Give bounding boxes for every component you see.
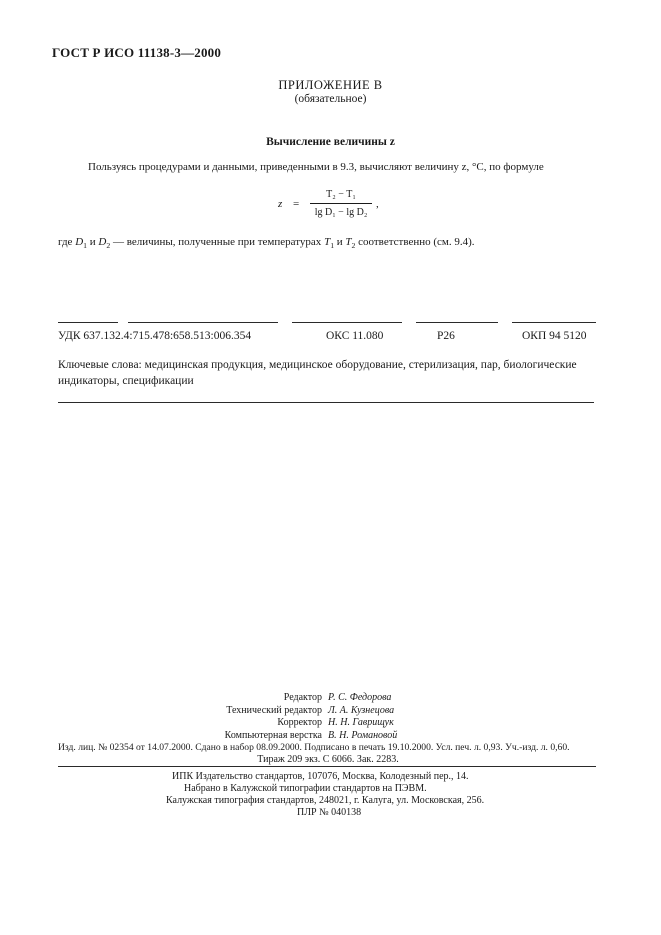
oks-code: ОКС 11.080 [326, 330, 384, 342]
keywords: Ключевые слова: медицинская продукция, медицинское оборудование, стерилизация, пар, биологические индикаторы, спецификации [58, 359, 577, 387]
where-explanation [58, 236, 475, 250]
printing-line-4: ПЛР № 040138 [297, 807, 362, 818]
where-text-3: соответственно (см. 9.4). [355, 236, 475, 248]
credit-role: Корректор [277, 717, 322, 728]
credit-name: В. Н. Романовой [328, 729, 398, 741]
where-text-2: — величины, полученные при температурах [110, 236, 325, 248]
formula-lhs: z [278, 198, 283, 210]
credit-role: Технический редактор [226, 704, 322, 716]
credit-name: Р. С. Федорова [328, 692, 392, 703]
section-paragraph: Пользуясь процедурами и данными, приведенными в 9.3, вычисляют величину z, °С, по формуле [88, 161, 544, 173]
printing-line-3: Калужская типография стандартов, 248021, г. Калуга, ул. Московская, 256. [166, 795, 485, 806]
formula-numerator: T₂ − T₁ [326, 189, 356, 200]
okp-code: ОКП 94 5120 [522, 330, 587, 342]
symbol-t1: $T_1$ [324, 236, 335, 251]
credit-role: Редактор [283, 692, 322, 703]
separator-segment-5 [512, 322, 596, 323]
separator-segment-3 [292, 322, 402, 323]
formula-denominator: lg D₁ − lg D₂ [314, 207, 368, 218]
fraction-bar [310, 203, 372, 204]
formula-trailing-comma: , [376, 198, 379, 210]
separator-segment-2 [128, 322, 278, 323]
publication-info [58, 742, 598, 766]
section-title: Вычисление величины z [266, 136, 395, 148]
appendix-subtitle: (обязательное) [294, 93, 367, 105]
separator-segment-1 [58, 322, 118, 323]
publication-line-2: Тираж 209 экз. С 6066. Зак. 2283. [257, 754, 399, 765]
credit-tech-editor [0, 704, 395, 718]
credit-proofreader [0, 717, 394, 730]
symbol-d1: $D_1$ [75, 236, 87, 251]
publication-line-1: Изд. лиц. № 02354 от 14.07.2000. Сдано в набор 08.09.2000. Подписано в печать 19.10.2000. Усл. печ. л. 0,93. Уч.-изд. л. 0,60. [58, 742, 570, 753]
appendix-title: ПРИЛОЖЕНИЕ В [278, 78, 383, 92]
printing-info [150, 771, 484, 819]
keywords-underline [58, 402, 594, 403]
credit-name: Л. А. Кузнецова [328, 704, 395, 716]
where-text-1: где [58, 236, 76, 248]
credit-layout [0, 729, 398, 743]
formula-fraction [310, 188, 372, 220]
udc-code: УДК 637.132.4:715.478:658.513:006.354 [58, 330, 252, 342]
credits-block [0, 692, 398, 742]
printing-line-2: Набрано в Калужской типографии стандартов на ПЭВМ. [184, 783, 427, 794]
publication-rule [58, 766, 596, 767]
printing-line-1: ИПК Издательство стандартов, 107076, Москва, Колодезный пер., 14. [172, 771, 469, 782]
separator-segment-4 [416, 322, 498, 323]
where-and-2: и [334, 236, 346, 248]
group-code: Р26 [437, 330, 455, 342]
credit-editor [0, 692, 392, 705]
where-and-1: и [87, 236, 99, 248]
symbol-d2: $D_2$ [98, 236, 111, 251]
credit-role: Компьютерная верстка [224, 729, 322, 741]
formula-equals: = [293, 198, 300, 210]
symbol-t2: $T_2$ [345, 236, 356, 251]
credit-name: Н. Н. Гаврищук [328, 717, 394, 728]
standard-code-header: ГОСТ Р ИСО 11138-3—2000 [52, 45, 222, 60]
